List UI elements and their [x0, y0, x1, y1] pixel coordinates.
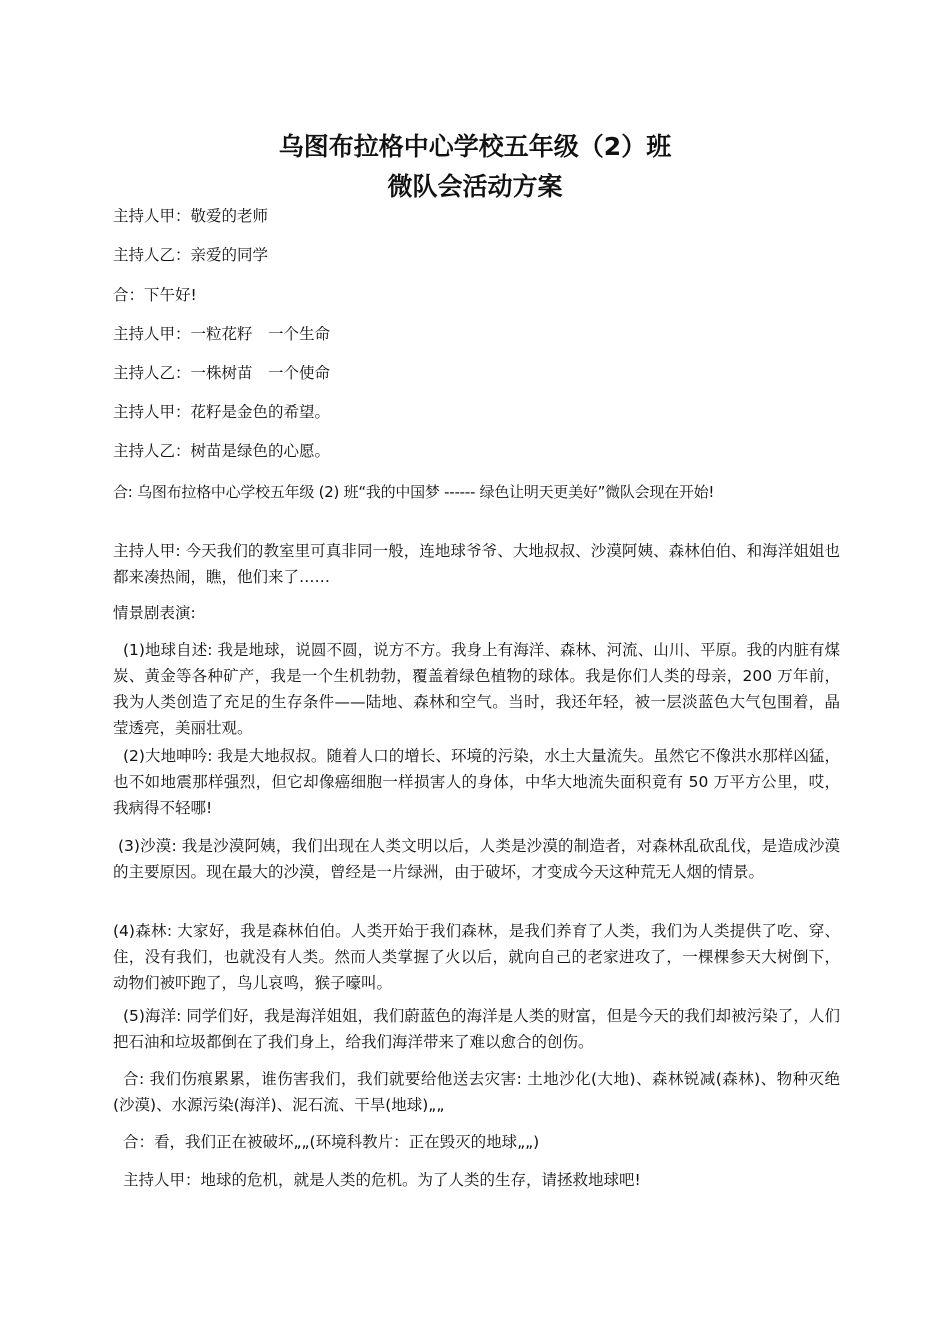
document-subtitle: 微队会活动方案	[387, 172, 563, 201]
paragraph: 主持人甲: 今天我们的教室里可真非同一般，连地球爷爷、大地叔叔、沙漠阿姨、森林伯伯、和海洋姐姐也都来凑热闹，瞧，他们来了……	[113, 542, 840, 586]
dialogue-line: 主持人乙：一株树苗 一个使命	[113, 364, 331, 382]
dialogue-line: 合: 乌图布拉格中心学校五年级 (2) 班“我的中国梦 ------ 绿色让明天更美好”微队会现在开始!	[113, 483, 715, 501]
dialogue-line: 主持人乙：树苗是绿色的心愿。	[113, 442, 331, 460]
dialogue-line: 主持人甲：花籽是金色的希望。	[113, 403, 331, 421]
document-title: 乌图布拉格中心学校五年级（2）班	[278, 132, 672, 161]
dialogue-line: 主持人甲：敬爱的老师	[113, 207, 269, 225]
paragraph: (5)海洋: 同学们好，我是海洋姐姐，我们蔚蓝色的海洋是人类的财富，但是今天的我们却被污染了，人们把石油和垃圾都倒在了我们身上，给我们海洋带来了难以愈合的创伤。	[113, 1007, 840, 1051]
dialogue-line: 主持人乙：亲爱的同学	[113, 246, 269, 264]
dialogue-line: 合：下午好!	[113, 286, 197, 304]
paragraph: 合：看，我们正在被破坏„„(环境科教片：正在毁灭的地球„„)	[123, 1133, 540, 1151]
paragraph: (3)沙漠: 我是沙漠阿姨，我们出现在人类文明以后，人类是沙漠的制造者，对森林乱砍乱伐，是造成沙漠的主要原因。现在最大的沙漠，曾经是一片绿洲，由于破坏，才变成今天这种荒无人烟的情景。	[113, 837, 840, 881]
paragraph: (4)森林: 大家好，我是森林伯伯。人类开始于我们森林，是我们养育了人类，我们为人类提供了吃、穿、住，没有我们，也就没有人类。然而人类掌握了火以后，就向自己的老家进攻了，一棵棵参天大树倒下，动物们被吓跑了，鸟儿哀鸣，猴子嚎叫。	[113, 922, 840, 992]
paragraph: 合: 我们伤痕累累，谁伤害我们，我们就要给他送去灾害: 土地沙化(大地)、森林锐减(森林)、物种灭绝(沙漠)、水源污染(海洋)、泥石流、干旱(地球)„„	[113, 1070, 840, 1114]
paragraph: 主持人甲：地球的危机，就是人类的危机。为了人类的生存，请拯救地球吧!	[123, 1171, 641, 1189]
paragraph: (1)地球自述: 我是地球，说圆不圆，说方不方。我身上有海洋、森林、河流、山川、平原。我的内脏有煤炭、黄金等各种矿产，我是一个生机勃勃，覆盖着绿色植物的球体。我是你们人类的母亲，200 万年前，我为人类创造了充足的生存条件——陆地、森林和空气。当时，我还年轻，被一层淡蓝色大气包围着，晶莹透亮，美丽壮观。	[113, 641, 840, 737]
dialogue-line: 主持人甲：一粒花籽 一个生命	[113, 325, 331, 343]
paragraph: 情景剧表演:	[113, 604, 196, 622]
paragraph: (2)大地呻吟: 我是大地叔叔。随着人口的增长、环境的污染，水土大量流失。虽然它不像洪水那样凶猛，也不如地震那样强烈，但它却像癌细胞一样损害人的身体，中华大地流失面积竟有 50 万平方公里，哎，我病得不轻哪!	[113, 747, 840, 817]
